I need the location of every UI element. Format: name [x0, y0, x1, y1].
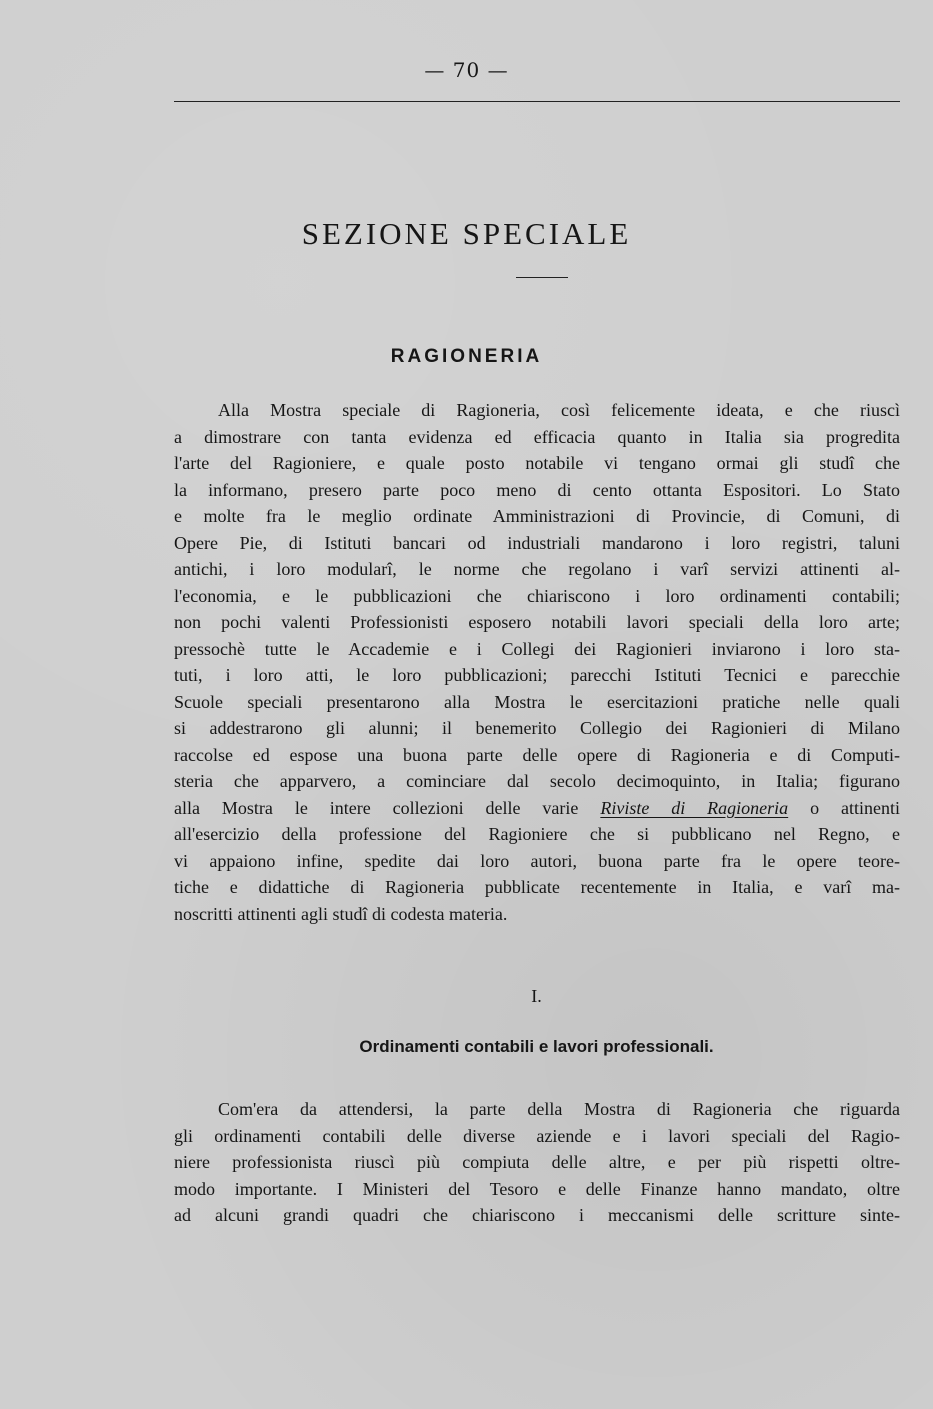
text-line: antichi, i loro modularî, le norme che regolano i varî servizi attinenti al- [174, 559, 900, 579]
title-divider [516, 277, 568, 278]
part-heading: Ordinamenti contabili e lavori professionali. [359, 1037, 714, 1056]
text-line: pressochè tutte le Accademie e i Collegi dei Ragionieri inviarono i loro sta- [174, 638, 900, 659]
text-line: vi appaiono infine, spedite dai loro autori, buona parte fra le opere teore- [174, 850, 900, 871]
text-line: l'arte del Ragioniere, e quale posto notabile vi tengano ormai gli studî che [174, 453, 900, 473]
header-rule [174, 101, 900, 102]
text-line: modo importante. I Ministeri del Tesoro e delle Finanze hanno mandato, oltre [174, 1178, 900, 1199]
text-line: l'economia, e le pubblicazioni che chiariscono i loro ordinamenti contabili; [174, 585, 900, 606]
text-line: Alla Mostra speciale di Ragioneria, così felicemente ideata, e che riuscì [218, 400, 900, 420]
text-line: raccolse ed espose una buona parte delle opere di Ragioneria e di Computi- [174, 744, 900, 765]
text-line: Scuole speciali presentarono alla Mostra le esercitazioni pratiche nelle quali [174, 691, 900, 712]
text-line: tiche e didattiche di Ragioneria pubblicate recentemente in Italia, e varî ma- [174, 877, 900, 897]
text-line: si addestrarono gli alunni; il benemerito Collegio dei Ragionieri di Milano [174, 718, 900, 738]
text-line: noscritti attinenti agli studî di codesta materia. [174, 903, 508, 924]
section-title: SEZIONE SPECIALE [301, 216, 632, 251]
text-line: la informano, presero parte poco meno di cento ottanta Espositori. Lo Stato [174, 479, 900, 500]
subsection-heading: RAGIONERIA [390, 346, 543, 367]
text-line: niere professionista riuscì più compiuta delle altre, e per più rispetti oltre- [174, 1152, 900, 1172]
text-fragment: alla Mostra le intere collezioni delle varie [174, 797, 579, 818]
text-line: e molte fra le meglio ordinate Amministrazioni di Provincie, di Comuni, di [174, 506, 900, 526]
text-line: non pochi valenti Professionisti esposero notabili lavori speciali della loro arte; [174, 612, 900, 632]
text-line: Com'era da attendersi, la parte della Mostra di Ragioneria che riguarda [218, 1099, 900, 1119]
paragraph-ordinamenti [174, 1096, 900, 1229]
text-line: gli ordinamenti contabili delle diverse aziende e i lavori speciali del Ragio- [174, 1125, 900, 1146]
page-number: — 70 — [424, 58, 509, 82]
text-line: tuti, i loro atti, le loro pubblicazioni; parecchi Istituti Tecnici e parecchie [174, 665, 900, 685]
text-line: Opere Pie, di Istituti bancari od industriali mandarono i loro registri, taluni [174, 532, 900, 553]
text-line: steria che apparvero, a cominciare dal secolo decimoquinto, in Italia; figurano [174, 771, 900, 791]
text-line: a dimostrare con tanta evidenza ed efficacia quanto in Italia sia progredita [174, 426, 900, 447]
text-line: ad alcuni grandi quadri che chiariscono i meccanismi delle scritture sinte- [174, 1205, 900, 1225]
journal-title: Riviste di Ragioneria [600, 797, 789, 818]
text-line-with-journal-title [174, 795, 900, 822]
part-numeral: I. [531, 986, 542, 1006]
text-fragment: o attinenti [810, 797, 901, 818]
paragraph-introduction [174, 397, 900, 927]
text-line: all'esercizio della professione del Ragioniere che si pubblicano nel Regno, e [174, 824, 900, 844]
